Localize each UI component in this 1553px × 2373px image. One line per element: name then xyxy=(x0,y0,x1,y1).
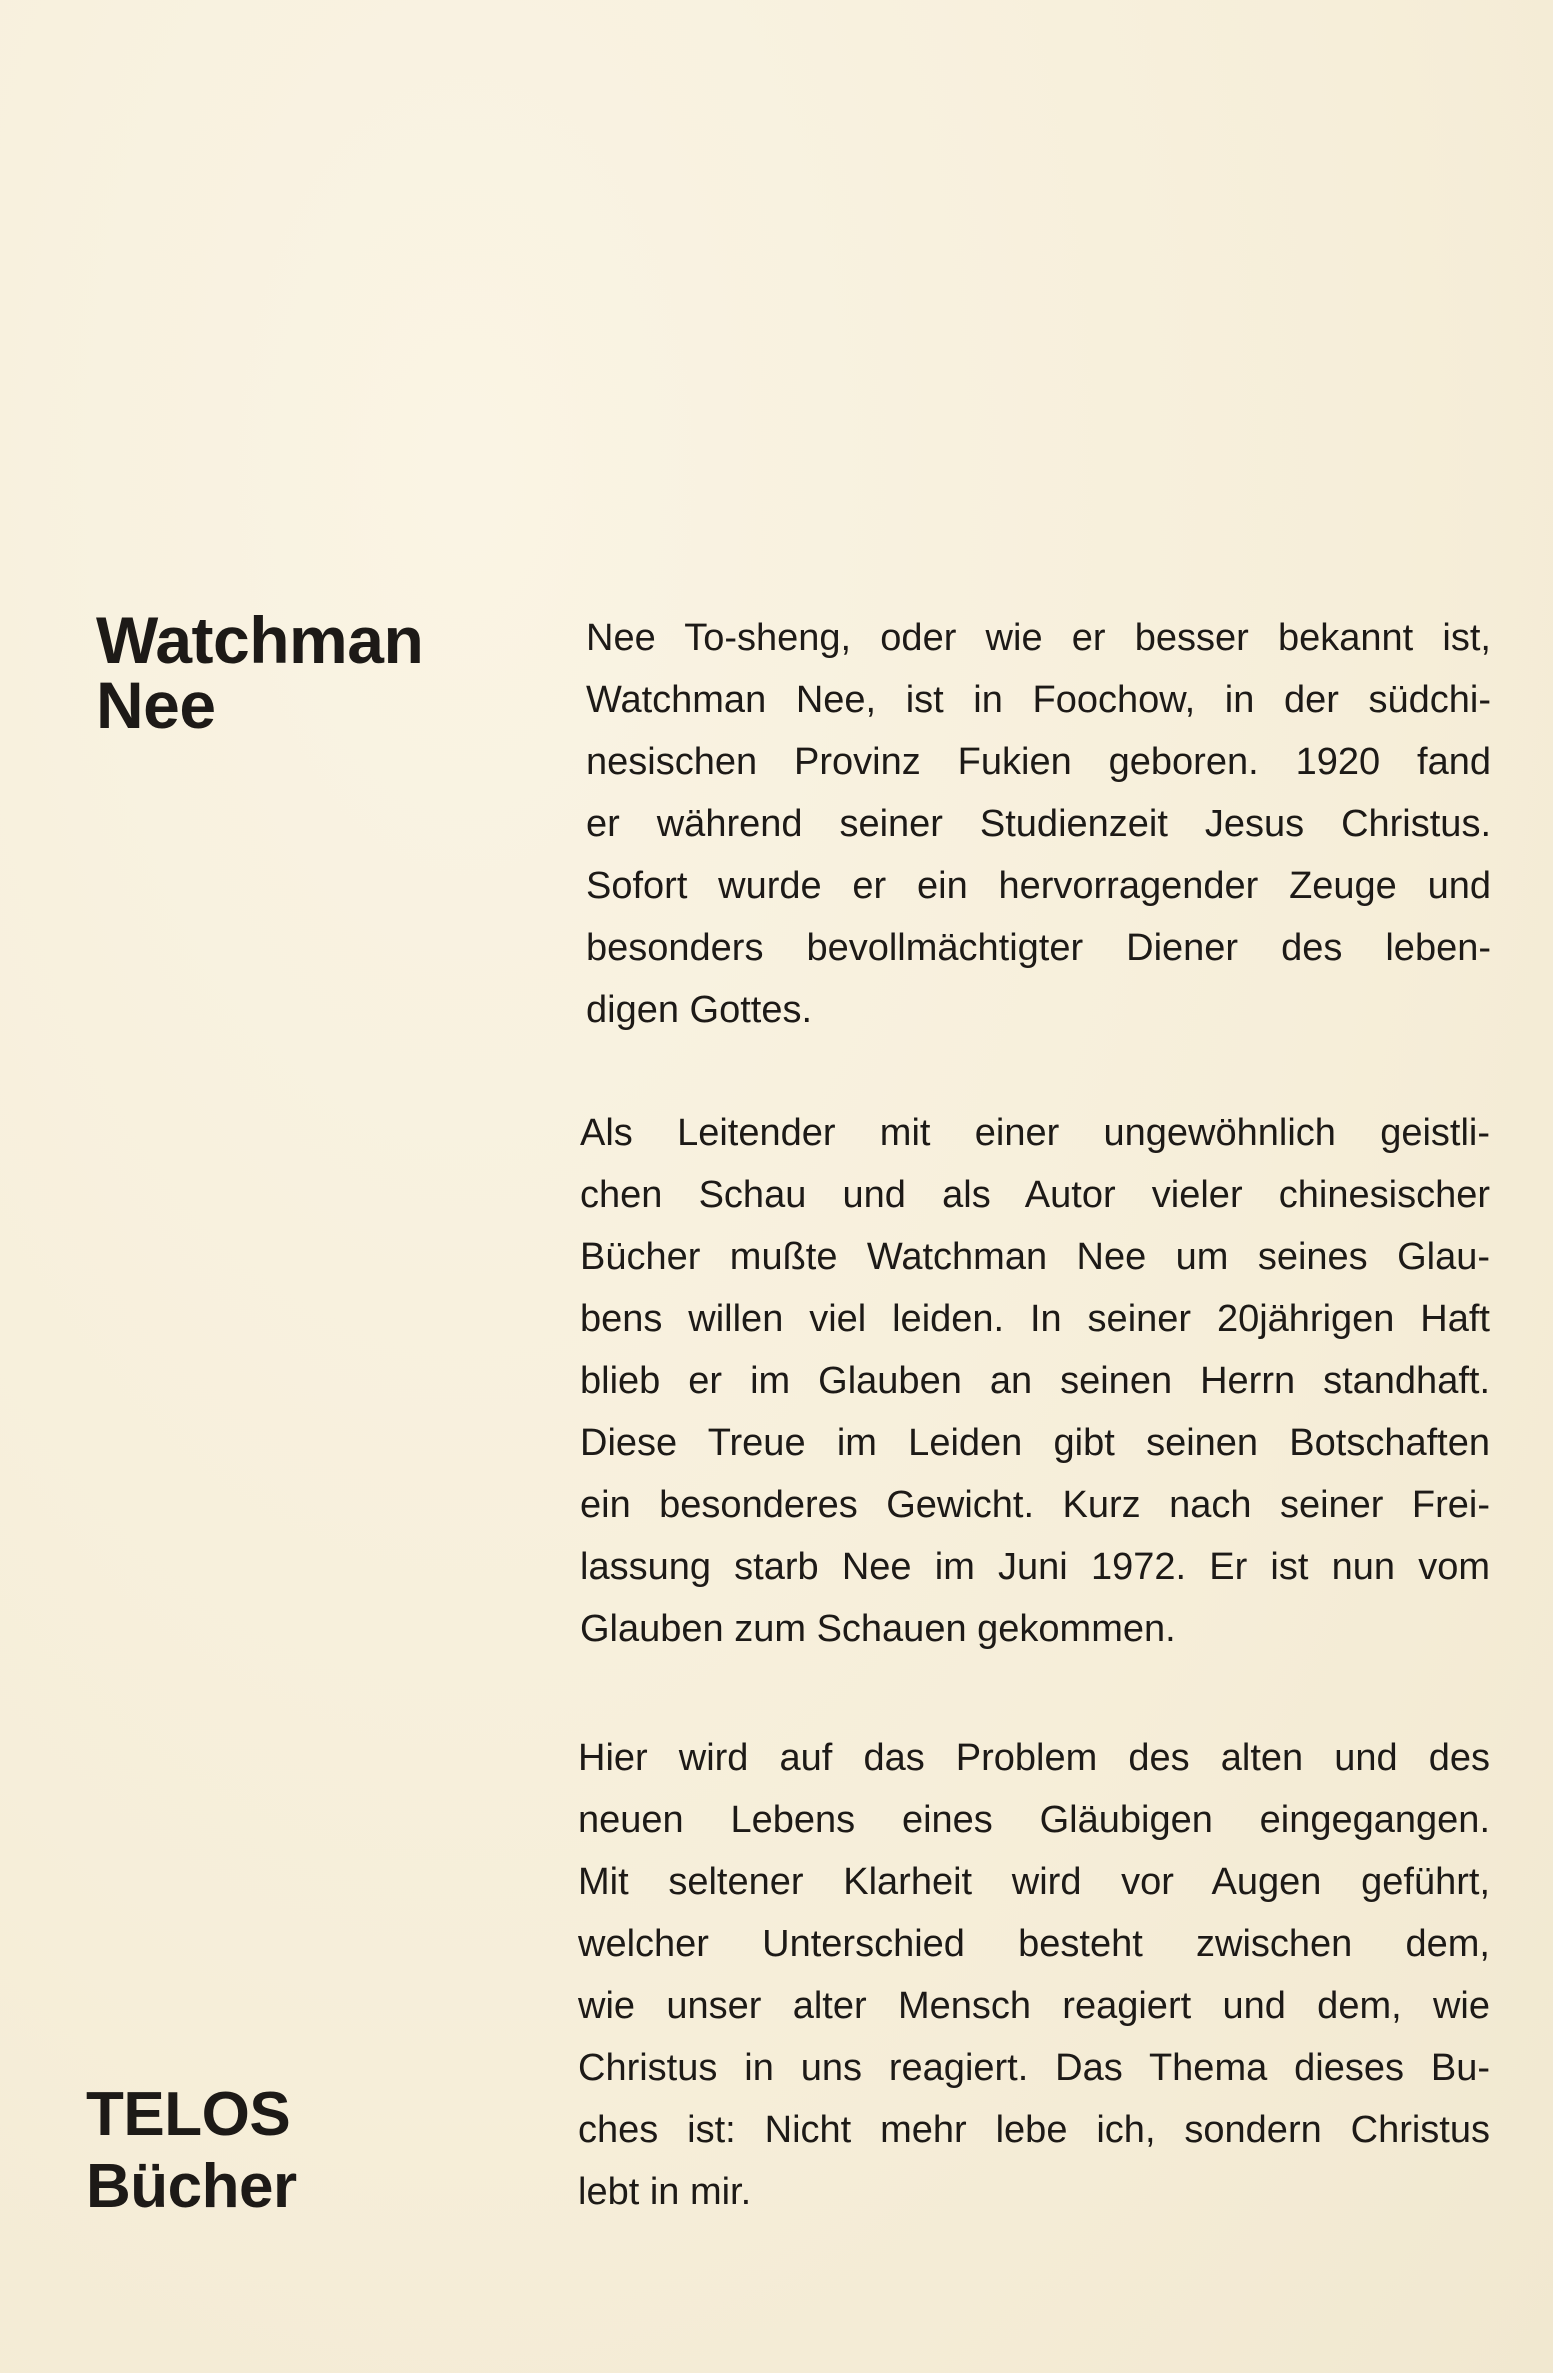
biography-paragraph-1 xyxy=(586,607,1491,1041)
text-line: blieb er im Glauben an seinen Herrn standhaft. xyxy=(580,1360,1490,1402)
text-line: Diese Treue im Leiden gibt seinen Botschaften xyxy=(580,1422,1490,1464)
text-line: Hier wird auf das Problem des alten und des xyxy=(578,1737,1490,1779)
publisher-series xyxy=(86,2079,297,2223)
text-line: lebt in mir. xyxy=(578,2171,752,2213)
text-line: Christus in uns reagiert. Das Thema dieses Bu- xyxy=(578,2047,1490,2089)
text-line: digen Gottes. xyxy=(586,989,813,1031)
author-name xyxy=(96,603,424,742)
text-line: Bücher mußte Watchman Nee um seines Glau- xyxy=(580,1236,1490,1278)
author-first-name: Watchman xyxy=(96,603,424,677)
text-line: lassung starb Nee im Juni 1972. Er ist nun vom xyxy=(580,1546,1490,1588)
text-line: nesischen Provinz Fukien geboren. 1920 fand xyxy=(586,741,1491,783)
text-line: wie unser alter Mensch reagiert und dem, wie xyxy=(578,1985,1490,2027)
publisher-name: TELOS xyxy=(86,2080,291,2149)
author-last-name: Nee xyxy=(96,668,216,742)
text-line: welcher Unterschied besteht zwischen dem, xyxy=(578,1923,1490,1965)
text-line: Glauben zum Schauen gekommen. xyxy=(580,1608,1176,1650)
text-line: ein besonderes Gewicht. Kurz nach seiner Frei- xyxy=(580,1484,1490,1526)
text-line: er während seiner Studienzeit Jesus Christus. xyxy=(586,803,1491,845)
biography-paragraph-2 xyxy=(580,1102,1490,1660)
text-line: Sofort wurde er ein hervorragender Zeuge und xyxy=(586,865,1491,907)
book-summary-paragraph xyxy=(578,1727,1490,2223)
text-line: Watchman Nee, ist in Foochow, in der südchi- xyxy=(586,679,1491,721)
text-line: Mit seltener Klarheit wird vor Augen geführt, xyxy=(578,1861,1490,1903)
text-line: chen Schau und als Autor vieler chinesischer xyxy=(580,1174,1490,1216)
text-line: ches ist: Nicht mehr lebe ich, sondern Christus xyxy=(578,2109,1490,2151)
text-line: Als Leitender mit einer ungewöhnlich geistli- xyxy=(580,1112,1490,1154)
text-line: neuen Lebens eines Gläubigen eingegangen. xyxy=(578,1799,1490,1841)
text-line: besonders bevollmächtigter Diener des leben- xyxy=(586,927,1491,969)
text-line: Nee To-sheng, oder wie er besser bekannt ist, xyxy=(586,617,1491,659)
text-line: bens willen viel leiden. In seiner 20jährigen Haft xyxy=(580,1298,1490,1340)
publisher-series-name: Bücher xyxy=(86,2152,297,2221)
